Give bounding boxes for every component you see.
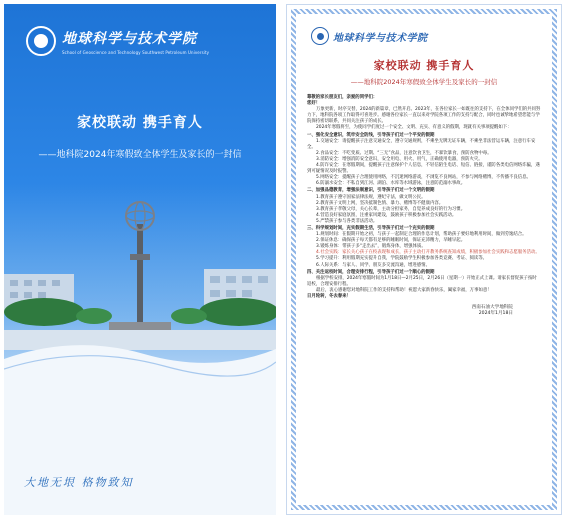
cover-subtitle: ——地科院2024年寒假致全体学生及家长的一封信 [38, 150, 242, 160]
section-item: 5.学习提升：利用假期充实提升自我，学院鼓励学生积极参加各类竞赛、考证、阅读等。 [316, 256, 488, 262]
section-item: 5.网络安全：提醒孩子合理使用网络，不沉迷网络游戏，不浏览不良网站，不参与网络赌博，不传播不良信息。 [316, 175, 531, 181]
signature-date: 2024年1月18日 [478, 311, 513, 317]
cover-school-name: 地球科学与技术学院 [62, 30, 197, 47]
section-item: 根据学校安排，2024年寒假时间为1月18日—2月25日，2月26日（星期一）开始正式上课。请家长督促孩子按时返校，合理安排行程。 [307, 275, 537, 287]
section-item: 4.防诈安全：在寒假期间，提醒孩子注意保护个人信息，不轻信陌生电话、短信、链接，谨防各类电信网络诈骗，遇到可疑情况及时报警。 [307, 163, 540, 175]
letter-body [307, 95, 541, 300]
university-seal-icon [26, 26, 56, 56]
section-heading: 四、关注返校时间，合理安排行程，引导孩子们过一个顺心的假期 [307, 269, 435, 275]
section-item: 1.教育孩子遵守国家法律法规，遵纪守法，做文明公民。 [316, 194, 426, 200]
section-item: 2.保证休息：确保孩子每天都有足够的睡眠时间，保证充沛精力，早睡早起。 [316, 238, 466, 244]
letter-greeting: 您好！ [307, 101, 321, 107]
campus-illustration [4, 184, 276, 515]
letter-paragraph: 2024年寒假将至，为使同学们度过一个安全、文明、充实、有意义的假期，现就有关事项提醒如下： [316, 125, 512, 131]
cover-motto: 大地无垠 格物致知 [24, 476, 134, 489]
section-item: 2.教育孩子文明上网，坚决抵制色情、暴力、赌博等不健康内容。 [316, 200, 444, 206]
letter-title: 家校联动 携手育人 [373, 59, 475, 72]
letter-school-name: 地球科学与技术学院 [333, 32, 428, 44]
section-item: 3.消防安全：增强消防安全意识，安全用电、用火、用气，正确使用电器，预防火灾。 [316, 156, 483, 162]
cover-panel [4, 4, 276, 515]
section-heading: 二、加强品德教育，增强法制意识，引导孩子们过一个文明的假期 [307, 188, 435, 194]
cover-title: 家校联动 携手育人 [77, 115, 203, 131]
letter-salutation: 尊敬的家长朋友们，亲爱的同学们： [307, 95, 378, 100]
signature-block [307, 305, 541, 317]
cover-brand [26, 26, 209, 56]
signature-org: 西南石油大学地科院 [471, 305, 513, 311]
section-item: 4.营造良好家庭氛围，注重家风建设，鼓励孩子积极参加社会实践活动。 [316, 212, 457, 218]
university-seal-icon [311, 27, 329, 45]
letter-paragraph: 万象更新，时序交替，2024的新篇章，已然开启。2023年，在各位家长一如既往的支持下，在全体同学们的共同努力下，地科院各项工作取得可喜进步。感谢各位家长一直以来对学院各项工作的支持与配合，同时也诚挚地希望您能与学院保持密切联系，共同关注孩子的成长。 [307, 107, 541, 125]
section-item: 5.严禁孩子参与各类非法活动。 [316, 218, 378, 224]
section-item: 3.锻炼身体：带孩子多“走出去”，锻炼身体，增强体质。 [316, 244, 426, 250]
section-item: 2.食品安全：不吃变质、过期、“三无”食品，注意饮食卫生，不暴饮暴食，预防食物中毒。 [316, 150, 492, 156]
section-heading: 三、科学规划时间，充实假期生活，引导孩子们过一个充实的假期 [307, 225, 435, 231]
section-heading: 一、强化安全意识，筑牢安全防线，引导孩子们过一个平安的假期 [307, 132, 435, 138]
section-item: 3.教育孩子孝敬父母，关心长辈，主动分担家务，自觉养成良好的行为习惯。 [316, 206, 466, 212]
section-item-highlight: 4.社会实践：家长关心孩子在校表现和成长，孩子主动打开教务系统查知成绩，积极参加社会实践和志愿服务活动。 [316, 250, 540, 256]
section-item: 1.交通安全：请提醒孩子注意交通安全，遵守交通规则，不乘坐无牌无证车辆，不乘坐非法营运车辆，注意行车安全。 [307, 138, 536, 150]
section-item: 6.人际关系：与家人、同学、朋友多交流沟通，增进感情。 [316, 262, 430, 268]
section-item: 6.防溺水安全：不私自到江河、湖泊、水库等水域游泳，注意防范溺水事故。 [316, 181, 466, 187]
section-item: 1.规划时间：在假期开始之初，与孩子一起制定合理的作息计划，帮助孩子要好地利用时间，做到劳逸结合。 [316, 232, 527, 238]
letter-panel [286, 4, 562, 515]
closing-paragraph: 最后，衷心感谢您对地科院工作的支持和帮助！祝愿大家新春快乐，阖家幸福，万事如意！ [316, 287, 492, 293]
letter-brand [311, 27, 541, 45]
closing-paragraph: 日月轮转，冬去春来！ [307, 294, 351, 299]
cover-school-name-en: School of Geoscience and Technology Southwest Petroleum University [62, 49, 210, 55]
letter-subtitle: ——地科院2024年寒假致全体学生及家长的一封信 [350, 78, 498, 86]
